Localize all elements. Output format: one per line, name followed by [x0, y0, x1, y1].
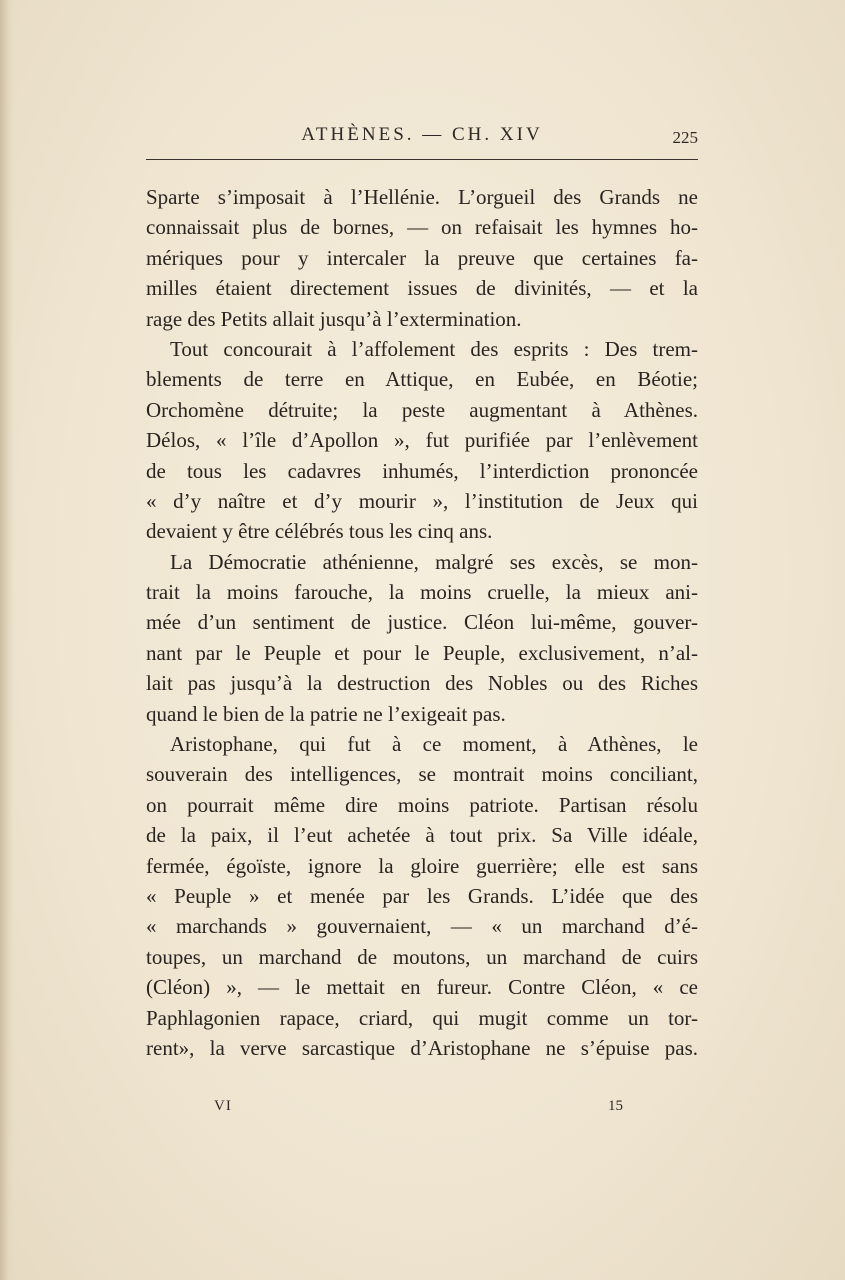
text-line: lait pas jusqu’à la destruction des Nobles ou des Riches	[146, 671, 698, 696]
text-line: La Démocratie athénienne, malgré ses excès, se mon-	[170, 549, 698, 574]
text-line: de la paix, il l’eut achetée à tout prix. Sa Ville idéale,	[146, 823, 698, 848]
text-line: trait la moins farouche, la moins cruelle, la mieux ani-	[146, 580, 698, 605]
text-line: on pourrait même dire moins patriote. Partisan résolu	[146, 792, 698, 817]
text-line: Aristophane, qui fut à ce moment, à Athènes, le	[170, 732, 698, 757]
page-number: 225	[672, 128, 698, 147]
text-line: (Cléon) », — le mettait en fureur. Contre Cléon, « ce	[146, 975, 698, 1000]
text-line: Orchomène détruite; la peste augmentant à Athènes.	[146, 397, 698, 422]
header-rule	[146, 159, 698, 160]
text-line: quand le bien de la patrie ne l’exigeait pas.	[146, 701, 506, 726]
running-title: ATHÈNES. — CH. XIV	[301, 124, 543, 145]
footer-signature	[146, 1098, 698, 1122]
text-line: devaient y être célébrés tous les cinq ans.	[146, 519, 493, 544]
text-line: blements de terre en Attique, en Eubée, en Béotie;	[146, 367, 698, 392]
text-line: rage des Petits allait jusqu’à l’extermination.	[146, 306, 522, 331]
text-line: nant par le Peuple et pour le Peuple, exclusivement, n’al-	[146, 640, 698, 665]
binding-edge-shadow	[0, 0, 14, 1280]
text-line: Paphlagonien rapace, criard, qui mugit comme un tor-	[146, 1005, 698, 1030]
text-line: « d’y naître et d’y mourir », l’institution de Jeux qui	[146, 488, 698, 513]
text-line: Sparte s’imposait à l’Hellénie. L’orgueil des Grands ne	[146, 185, 698, 209]
text-line: mée d’un sentiment de justice. Cléon lui-même, gouver-	[146, 610, 698, 635]
text-line: Délos, « l’île d’Apollon », fut purifiée par l’enlèvement	[146, 428, 698, 453]
text-line: « marchands » gouvernaient, — « un marchand d’é-	[146, 914, 698, 939]
text-line: rent», la verve sarcastique d’Aristophane ne s’épuise pas.	[146, 1035, 698, 1060]
body-text	[146, 182, 698, 1063]
signature-mark: 15	[608, 1098, 623, 1114]
text-line: « Peuple » et menée par les Grands. L’idée que des	[146, 883, 698, 908]
text-line: milles étaient directement issues de divinités, — et la	[146, 276, 698, 301]
text-line: Tout concourait à l’affolement des esprits : Des trem-	[170, 336, 698, 361]
text-line: fermée, égoïste, ignore la gloire guerrière; elle est sans	[146, 853, 698, 878]
text-line: mériques pour y intercaler la preuve que certaines fa-	[146, 245, 698, 270]
volume-mark: VI	[214, 1098, 232, 1114]
text-line: connaissait plus de bornes, — on refaisait les hymnes ho-	[146, 215, 698, 240]
running-head	[146, 124, 698, 154]
text-line: de tous les cadavres inhumés, l’interdiction prononcée	[146, 458, 698, 483]
text-line: toupes, un marchand de moutons, un marchand de cuirs	[146, 944, 698, 969]
text-line: souverain des intelligences, se montrait moins conciliant,	[146, 762, 698, 787]
